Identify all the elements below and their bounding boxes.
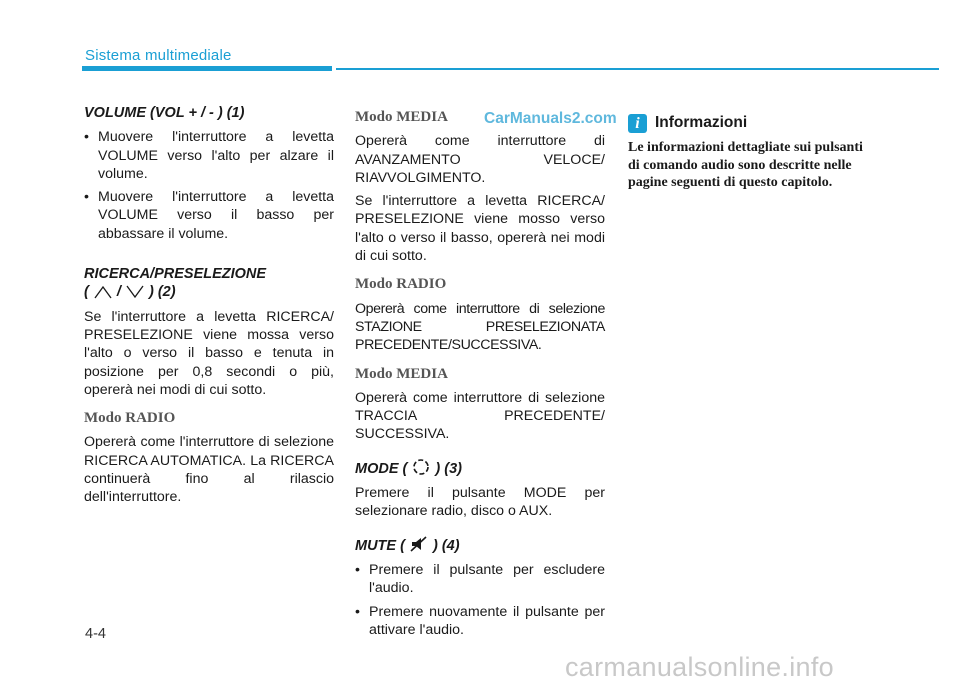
info-icon: i bbox=[628, 114, 647, 133]
ricerca-title-open: ( bbox=[84, 284, 89, 301]
mute-title-close: ) (4) bbox=[433, 537, 460, 554]
mute-title bbox=[355, 535, 605, 555]
modo-media-heading: Modo MEDIA bbox=[355, 109, 448, 125]
header-accent-bar bbox=[82, 66, 332, 71]
mode-text: Premere il pulsante MODE per selezionare radio, disco o AUX. bbox=[355, 485, 605, 520]
mode-title-open: MODE ( bbox=[355, 460, 408, 477]
ricerca-title-line1: RICERCA/PRESELEZIONE bbox=[84, 266, 267, 283]
modo-radio-text: Opererà come l'interruttore di selezione RICERCA AUTOMATICA. La RICERCA continuerà fino al rilascio dell'interruttore. bbox=[84, 434, 334, 506]
mute-section bbox=[355, 535, 605, 639]
volume-section bbox=[84, 104, 334, 243]
column-left bbox=[84, 104, 334, 512]
info-section bbox=[628, 114, 878, 192]
list-item: • Muovere l'interruttore a levetta VOLUME verso l'alto per alzare il volume. bbox=[84, 128, 334, 183]
ricerca-title-sep: / bbox=[116, 284, 121, 301]
modo-media-text-2: Se l'interruttore a levetta RICERCA/ PRESELEZIONE viene mosso verso l'alto o verso il basso, opererà nei modi di cui sotto. bbox=[355, 193, 605, 265]
modo-media-track-section bbox=[355, 365, 605, 444]
column-right bbox=[628, 104, 878, 192]
list-item: • Premere nuovamente il pulsante per attivare l'audio. bbox=[355, 603, 605, 640]
mode-title bbox=[355, 458, 605, 478]
watermark-bottom: carmanualsonline.info bbox=[565, 652, 834, 682]
chevron-up-icon bbox=[93, 285, 113, 299]
chevron-down-icon bbox=[125, 285, 145, 299]
volume-bullets bbox=[84, 128, 334, 243]
ricerca-title-close: ) (2) bbox=[149, 284, 176, 301]
modo-media-text: Opererà come interruttore di AVANZAMENTO VELOCE/ RIAVVOLGIMENTO. bbox=[355, 133, 605, 186]
modo-media-section bbox=[355, 108, 605, 265]
ricerca-title bbox=[84, 265, 334, 302]
mode-section bbox=[355, 458, 605, 521]
ricerca-text: Se l'interruttore a levetta RICERCA/ PRESELEZIONE viene mossa verso l'alto o verso il basso e tenuta in posizione per 0,8 secondi o più, opererà nei modi di cui sotto. bbox=[84, 308, 334, 398]
modo-media-heading: Modo MEDIA bbox=[355, 365, 448, 382]
mute-speaker-icon bbox=[409, 535, 429, 553]
column-middle bbox=[355, 104, 605, 644]
modo-radio-text: Opererà come interruttore di selezione STAZIONE PRESELEZIONATA PRECEDENTE/SUCCESSIVA. bbox=[355, 300, 605, 354]
modo-media-text: Opererà come interruttore di selezione TRACCIA PRECEDENTE/ SUCCESSIVA. bbox=[355, 389, 605, 443]
header-rule bbox=[336, 68, 939, 70]
list-item: • Premere il pulsante per escludere l'audio. bbox=[355, 561, 605, 598]
mode-cycle-icon bbox=[411, 458, 431, 476]
modo-radio-heading: Modo RADIO bbox=[84, 410, 176, 427]
watermark-top: CarManuals2.com bbox=[484, 110, 617, 127]
mute-bullets bbox=[355, 561, 605, 639]
modo-radio-section bbox=[84, 409, 334, 506]
modo-radio-preset-section bbox=[355, 275, 605, 354]
mode-title-close: ) (3) bbox=[435, 460, 463, 477]
ricerca-section bbox=[84, 265, 334, 399]
page-number: 4-4 bbox=[85, 626, 106, 642]
volume-title: VOLUME (VOL + / - ) (1) bbox=[84, 105, 245, 121]
list-item: • Muovere l'interruttore a levetta VOLUME verso il basso per abbassare il volume. bbox=[84, 188, 334, 243]
modo-radio-heading: Modo RADIO bbox=[355, 276, 447, 293]
info-title: Informazioni bbox=[655, 114, 748, 132]
header-section-title: Sistema multimediale bbox=[85, 47, 232, 64]
mute-title-open: MUTE ( bbox=[355, 537, 405, 554]
info-header bbox=[628, 114, 878, 133]
info-text: Le informazioni dettagliate sui pulsanti di comando audio sono descritte nelle pagine seguenti di questo capitolo. bbox=[628, 140, 863, 190]
